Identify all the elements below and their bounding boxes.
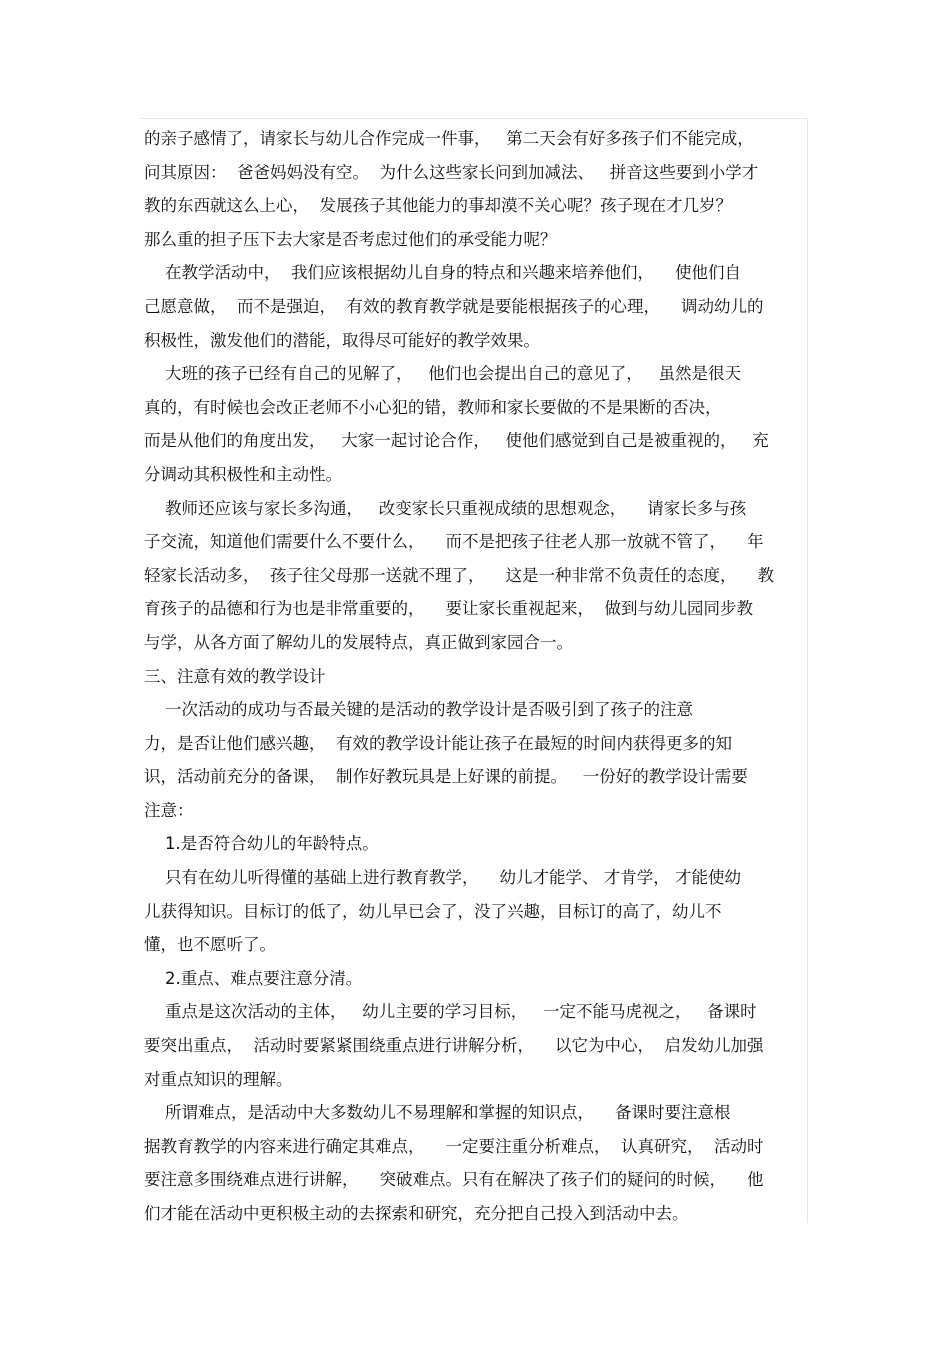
list-item-heading: 1.是否符合幼儿的年龄特点。 [144,834,379,854]
text-line: 在教学活动中， 我们应该根据幼儿自身的特点和兴趣来培养他们， 使他们自 [144,263,741,283]
text-line: 教师还应该与家长多沟通， 改变家长只重视成绩的思想观念， 请家长多与孩 [144,498,747,518]
list-item-heading: 2.重点、难点要注意分清。 [144,968,363,988]
text-line: 懂，也不愿听了。 [144,935,276,955]
text-line: 一次活动的成功与否最关键的是活动的教学设计是否吸引到了孩子的注意 [144,700,693,720]
text-line: 分调动其积极性和主动性。 [144,464,342,484]
text-line: 与学，从各方面了解幼儿的发展特点，真正做到家园合一。 [144,632,573,652]
text-line: 那么重的担子压下去大家是否考虑过他们的承受能力呢？ [144,229,557,249]
text-line: 重点是这次活动的主体， 幼儿主要的学习目标， 一定不能马虎视之， 备课时 [144,1002,757,1022]
text-line: 积极性，激发他们的潜能，取得尽可能好的教学效果。 [144,330,540,350]
document-body [144,122,806,1231]
text-line: 而是从他们的角度出发， 大家一起讨论合作， 使他们感觉到自己是被重视的， 充 [144,431,769,451]
text-line: 识，活动前充分的备课， 制作好教玩具是上好课的前提。 一份好的教学设计需要 [144,767,748,787]
text-line: 大班的孩子已经有自己的见解了， 他们也会提出自己的意见了， 虽然是很天 [144,364,741,384]
text-line: 要突出重点， 活动时要紧紧围绕重点进行讲解分析， 以它为中心， 启发幼儿加强 [144,1036,764,1056]
text-line: 的亲子感情了，请家长与幼儿合作完成一件事， 第二天会有好多孩子们不能完成， [144,129,754,148]
text-line: 要注意多围绕难点进行讲解， 突破难点。只有在解决了孩子们的疑问的时候， 他 [144,1170,764,1190]
section-heading: 三、注意有效的教学设计 [144,666,326,686]
text-line: 据教育教学的内容来进行确定其难点， 一定要注重分析难点， 认真研究， 活动时 [144,1136,764,1156]
text-line: 问其原因： 爸爸妈妈没有空。 为什么这些家长问到加减法、 拼音这些要到小学才 [144,162,759,182]
text-line: 注意： [144,800,194,820]
text-line: 力，是否让他们感兴趣， 有效的教学设计能让孩子在最短的时间内获得更多的知 [144,733,732,753]
text-line: 己愿意做， 而不是强迫， 有效的教育教学就是要能根据孩子的心理， 调动幼儿的 [144,296,764,316]
text-line: 轻家长活动多， 孩子往父母那一送就不理了， 这是一种非常不负责任的态度， 教 [144,565,774,585]
text-line: 育孩子的品德和行为也是非常重要的， 要让家长重视起来， 做到与幼儿园同步教 [144,599,753,619]
text-line: 只有在幼儿听得懂的基础上进行教育教学， 幼儿才能学、 才肯学， 才能使幼 [144,868,741,888]
text-line: 教的东西就这么上心， 发展孩子其他能力的事却漠不关心呢？孩子现在才几岁？ [144,196,732,216]
text-line: 们才能在活动中更积极主动的去探索和研究，充分把自己投入到活动中去。 [144,1204,689,1223]
text-line: 所谓难点，是活动中大多数幼儿不易理解和掌握的知识点， 备课时要注意根 [144,1103,731,1123]
text-line: 真的，有时候也会改正老师不小心犯的错，教师和家长要做的不是果断的否决， [144,397,722,417]
text-line: 子交流，知道他们需要什么不要什么， 而不是把孩子往老人那一放就不管了， 年 [144,532,764,552]
text-line: 对重点知识的理解。 [144,1069,293,1089]
text-line: 儿获得知识。目标订的低了，幼儿早已会了，没了兴趣，目标订的高了，幼儿不 [144,901,722,921]
